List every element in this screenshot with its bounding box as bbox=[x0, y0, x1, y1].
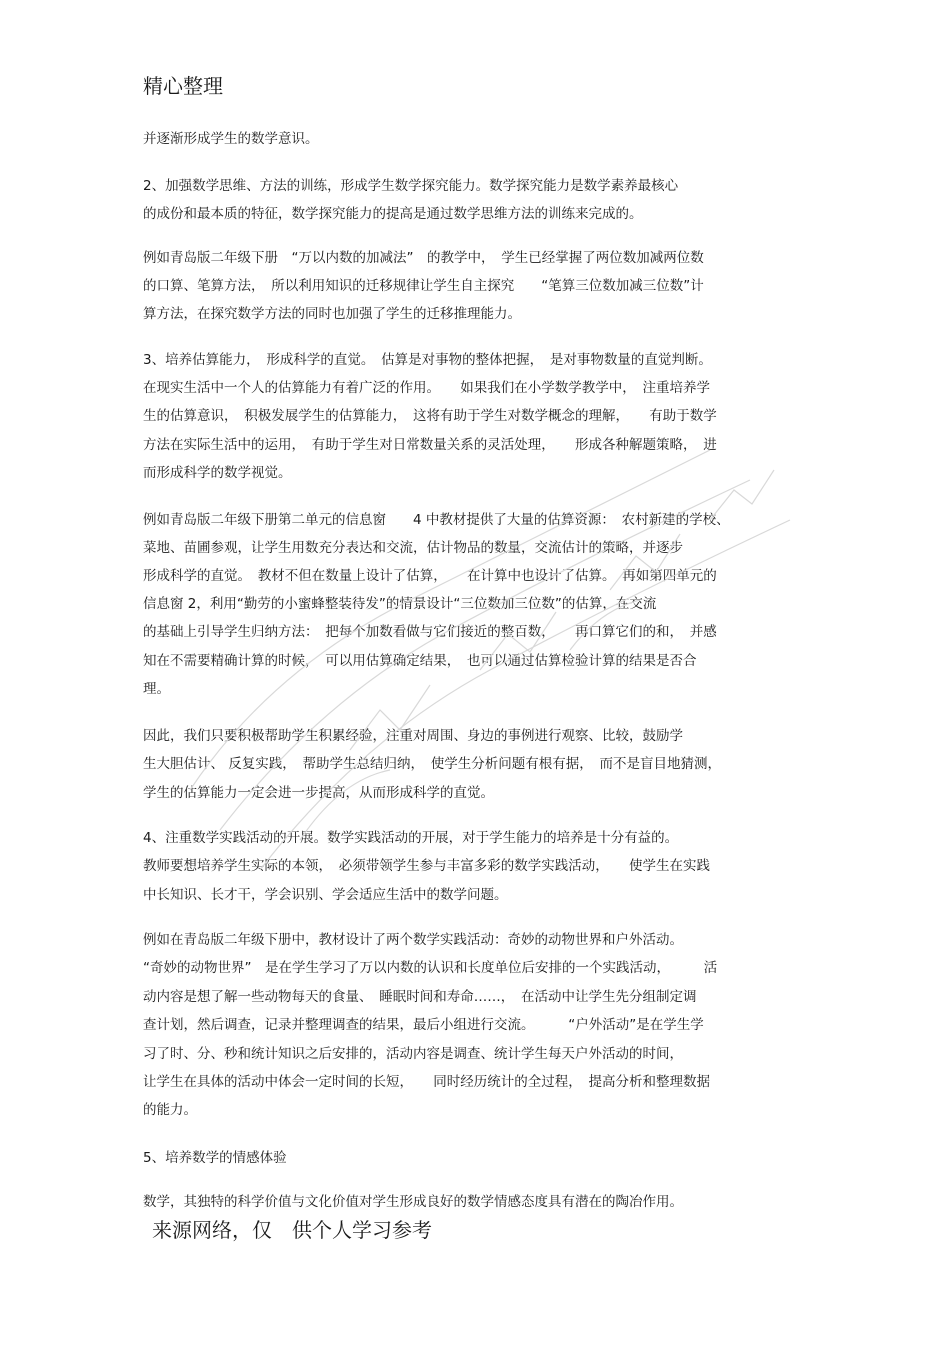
text-line: 生的估算意识， 积极发展学生的估算能力， 这将有助于学生对数学概念的理解， 有助于数学 bbox=[143, 408, 717, 424]
text-line: 在现实生活中一个人的估算能力有着广泛的作用。 如果我们在小学数学教学中， 注重培养学 bbox=[143, 380, 710, 396]
text-line: 信息窗 2，利用“勤劳的小蜜蜂整装待发”的情景设计“三位数加三位数”的估算，在交流 bbox=[143, 596, 657, 612]
text-line: 4、注重数学实践活动的开展。数学实践活动的开展，对于学生能力的培养是十分有益的。 bbox=[143, 830, 679, 846]
text-line: 因此，我们只要积极帮助学生积累经验，注重对周围、身边的事例进行观察、比较，鼓励学 bbox=[143, 728, 683, 744]
page-header-title: 精心整理 bbox=[143, 74, 223, 98]
text-line: 知在不需要精确计算的时候， 可以用估算确定结果， 也可以通过估算检验计算的结果是否合 bbox=[143, 653, 697, 669]
text-line: 生大胆估计、 反复实践， 帮助学生总结归纳， 使学生分析问题有根有据， 而不是盲目地猜测， bbox=[143, 756, 722, 772]
text-line: 的基础上引导学生归纳方法： 把每个加数看做与它们接近的整百数， 再口算它们的和， 并感 bbox=[143, 624, 717, 640]
text-line: 数学，其独特的科学价值与文化价值对学生形成良好的数学情感态度具有潜在的陶冶作用。 bbox=[143, 1194, 683, 1210]
text-line: 动内容是想了解一些动物每天的食量、 睡眠时间和寿命……， 在活动中让学生先分组制定调 bbox=[143, 989, 697, 1005]
text-line: 中长知识、长才干，学会识别、学会适应生活中的数学问题。 bbox=[143, 887, 508, 903]
text-line: 的口算、笔算方法， 所以利用知识的迁移规律让学生自主探究 “笔算三位数加减三位数”计 bbox=[143, 278, 704, 294]
text-line: 例如青岛版二年级下册第二单元的信息窗 4 中教材提供了大量的估算资源： 农村新建的学校、 bbox=[143, 512, 730, 528]
text-line: 例如青岛版二年级下册 “万以内数的加减法” 的教学中， 学生已经掌握了两位数加减两位数 bbox=[143, 250, 704, 266]
text-line: 理。 bbox=[143, 681, 170, 697]
text-line: 学生的估算能力一定会进一步提高，从而形成科学的直觉。 bbox=[143, 785, 494, 801]
text-line: 算方法，在探究数学方法的同时也加强了学生的迁移推理能力。 bbox=[143, 306, 521, 322]
text-line: 2、加强数学思维、方法的训练，形成学生数学探究能力。数学探究能力是数学素养最核心 bbox=[143, 178, 679, 194]
text-line: 形成科学的直觉。 教材不但在数量上设计了估算， 在计算中也设计了估算。 再如第四单元的 bbox=[143, 568, 717, 584]
text-line: 习了时、分、秒和统计知识之后安排的，活动内容是调查、统计学生每天户外活动的时间， bbox=[143, 1046, 683, 1062]
text-line: 的成份和最本质的特征，数学探究能力的提高是通过数学思维方法的训练来完成的。 bbox=[143, 206, 643, 222]
text-line: 让学生在具体的活动中体会一定时间的长短， 同时经历统计的全过程， 提高分析和整理数据 bbox=[143, 1074, 710, 1090]
text-line: “奇妙的动物世界” 是在学生学习了万以内数的认识和长度单位后安排的一个实践活动， 活 bbox=[143, 960, 718, 976]
text-line: 的能力。 bbox=[143, 1102, 197, 1118]
text-line: 方法在实际生活中的运用， 有助于学生对日常数量关系的灵活处理， 形成各种解题策略， 进 bbox=[143, 437, 717, 453]
footer-note: 来源网络，仅 供个人学习参考 bbox=[152, 1218, 432, 1242]
text-line: 5、培养数学的情感体验 bbox=[143, 1150, 287, 1166]
text-line: 菜地、苗圃参观，让学生用数充分表达和交流，估计物品的数量，交流估计的策略，并逐步 bbox=[143, 540, 683, 556]
text-line: 例如在青岛版二年级下册中，教材设计了两个数学实践活动：奇妙的动物世界和户外活动。 bbox=[143, 932, 683, 948]
text-line: 并逐渐形成学生的数学意识。 bbox=[143, 131, 319, 147]
text-line: 3、培养估算能力， 形成科学的直觉。 估算是对事物的整体把握， 是对事物数量的直觉判断。 bbox=[143, 352, 712, 368]
text-line: 而形成科学的数学视觉。 bbox=[143, 465, 292, 481]
text-line: 查计划，然后调查，记录并整理调查的结果，最后小组进行交流。 “户外活动”是在学生学 bbox=[143, 1017, 704, 1033]
text-line: 教师要想培养学生实际的本领， 必须带领学生参与丰富多彩的数学实践活动， 使学生在实践 bbox=[143, 858, 710, 874]
